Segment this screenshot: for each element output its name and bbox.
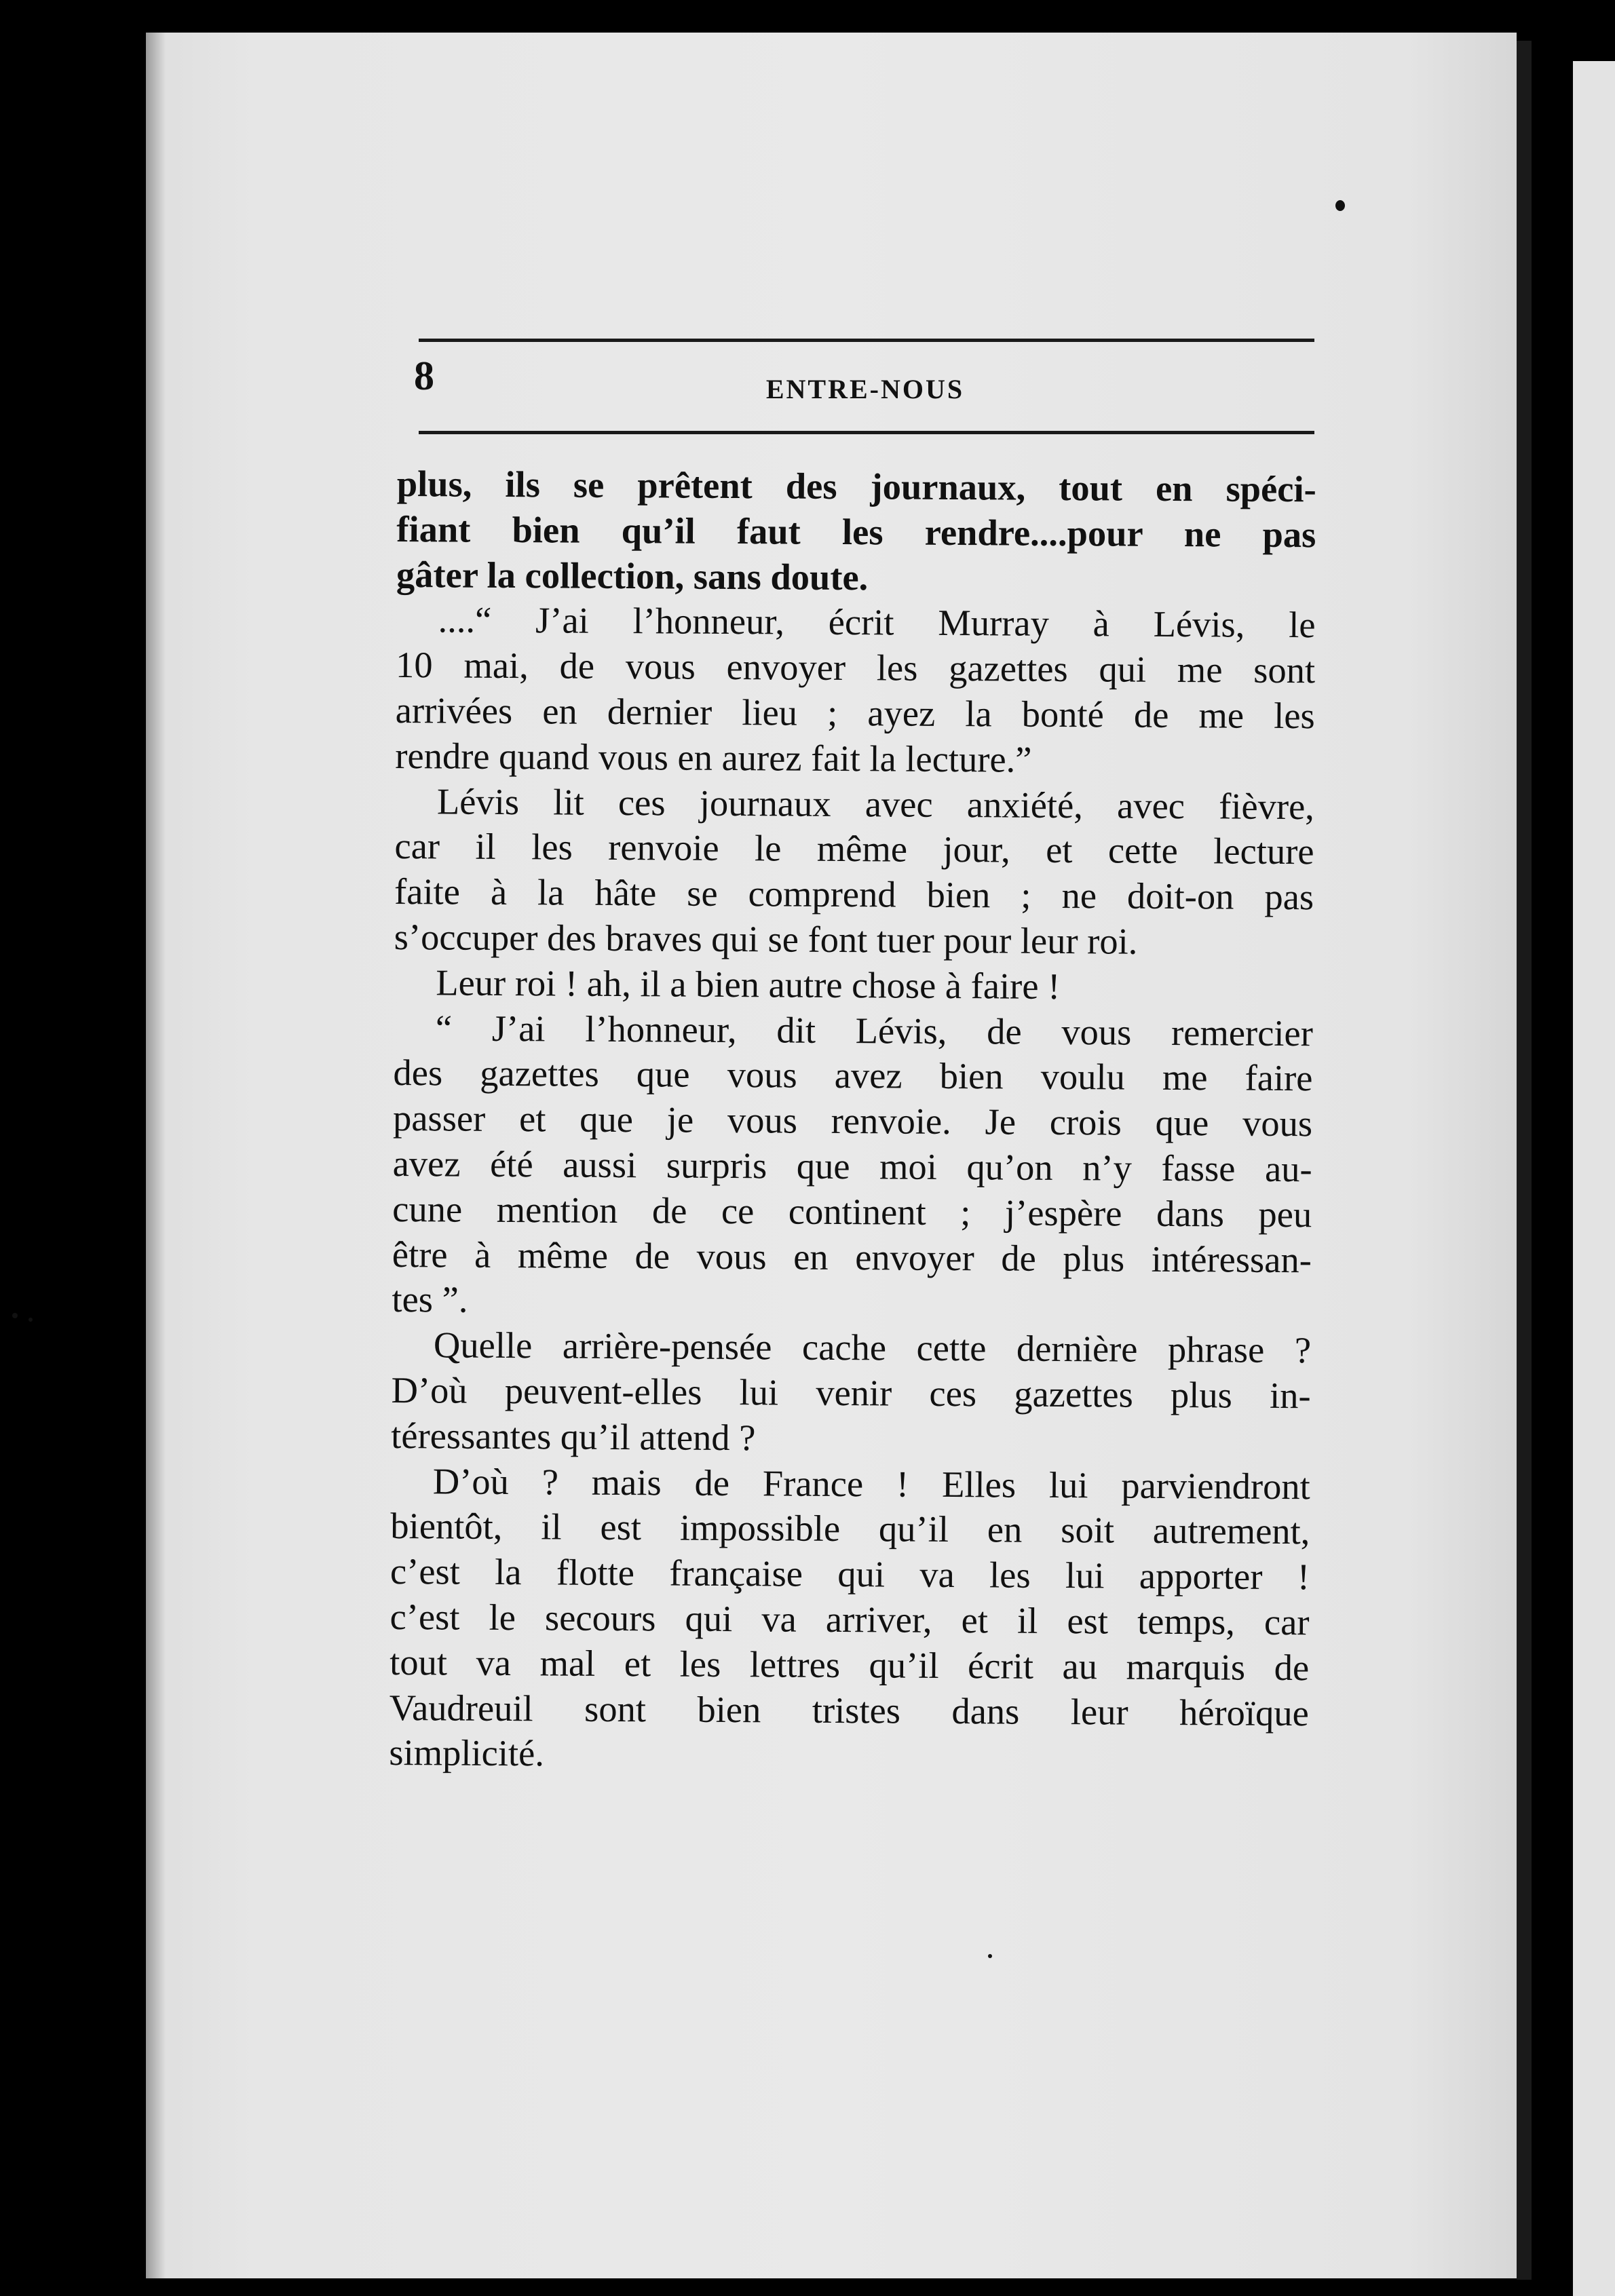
- running-head: ENTRE-NOUS: [765, 374, 965, 404]
- page-number: 8: [414, 353, 434, 398]
- text-line: Lévis lit ces journaux avec anxiété, avec fièvre,: [436, 780, 1315, 827]
- text-line: passer et que je vous renvoie. Je crois que vous: [392, 1097, 1313, 1145]
- page-edge-shadow: [1517, 41, 1532, 2280]
- adjacent-page-strip: [1573, 61, 1615, 2296]
- text-line: tout va mal et les lettres qu’il écrit au marquis de: [390, 1641, 1310, 1688]
- text-line: c’est le secours qui va arriver, et il est temps, car: [390, 1595, 1310, 1643]
- text-line: arrivées en dernier lieu ; ayez la bonté de me les: [395, 689, 1315, 737]
- text-line: D’où ? mais de France ! Elles lui parviendront: [432, 1459, 1310, 1507]
- page-gutter-shadow: [146, 33, 166, 2278]
- text-line: téressantes qu’il attend ?: [391, 1414, 756, 1458]
- text-line: “ J’ai l’honneur, dit Lévis, de vous remercier: [435, 1006, 1314, 1054]
- text-line: gâter la collection, sans doute.: [396, 553, 869, 598]
- text-line: rendre quand vous en aurez fait la lecture.”: [395, 734, 1032, 780]
- text-line: plus, ils se prêtent des journaux, tout en spéci-: [396, 462, 1316, 510]
- ink-speck: [12, 1313, 18, 1318]
- ink-speck: [1335, 200, 1345, 211]
- text-line: cune mention de ce continent ; j’espère dans peu: [392, 1187, 1312, 1236]
- page-header: [414, 347, 1316, 422]
- text-line: faite à la hâte se comprend bien ; ne doit-on pas: [394, 870, 1314, 918]
- text-line: s’occuper des braves qui se font tuer pour leur roi.: [394, 915, 1138, 962]
- text-line: tes ”.: [392, 1278, 468, 1321]
- text-line: D’où peuvent-elles lui venir ces gazettes plus in-: [391, 1369, 1311, 1417]
- text-line: 10 mai, de vous envoyer les gazettes qui me sont: [395, 644, 1316, 691]
- text-line: car il les renvoie le même jour, et cette lecture: [394, 825, 1314, 873]
- text-line: simplicité.: [389, 1731, 545, 1774]
- text-line: ....“ J’ai l’honneur, écrit Murray à Lévis, le: [438, 598, 1316, 646]
- header-rule-top: [419, 339, 1314, 342]
- text-line: fiant bien qu’il faut les rendre....pour ne pas: [396, 508, 1316, 556]
- text-line: Leur roi ! ah, il a bien autre chose à faire !: [436, 961, 1061, 1007]
- text-line: Vaudreuil sont bien tristes dans leur héroïque: [389, 1686, 1309, 1734]
- body-text: [389, 461, 1316, 1781]
- text-line: être à même de vous en envoyer de plus intéressan-: [392, 1233, 1312, 1280]
- text-line: Quelle arrière-pensée cache cette dernière phrase ?: [433, 1324, 1312, 1371]
- ink-speck: [28, 1318, 33, 1322]
- text-line: avez été aussi surpris que moi qu’on n’y fasse au-: [392, 1142, 1312, 1190]
- header-rule-bottom: [419, 431, 1314, 434]
- ink-speck: [988, 1954, 992, 1958]
- text-line: bientôt, il est impossible qu’il en soit autrement,: [390, 1505, 1310, 1552]
- text-line: c’est la flotte française qui va les lui apporter !: [390, 1550, 1310, 1598]
- text-line: des gazettes que vous avez bien voulu me faire: [393, 1052, 1313, 1099]
